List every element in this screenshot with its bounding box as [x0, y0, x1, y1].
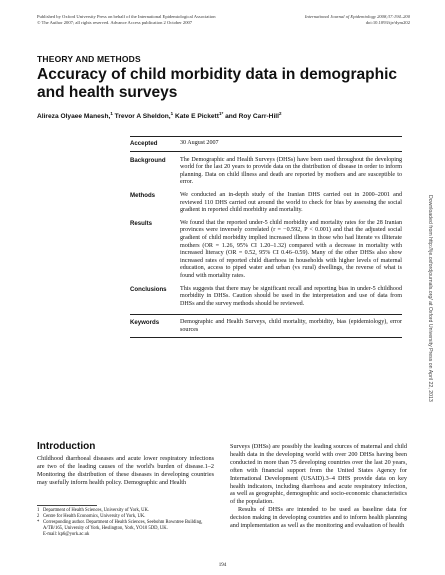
accepted-label: Accepted — [130, 140, 158, 147]
footnote-text: Department of Health Sciences, University of York, UK. — [43, 508, 150, 513]
journal-header-left — [37, 14, 216, 26]
page-number: 194 — [218, 563, 227, 568]
journal-citation: International Journal of Epidemiology 2008;37:194–200 — [304, 14, 410, 19]
intro-paragraph: Childhood diarrhoeal diseases and acute lower respiratory infections are two of the leading causes of the world's burden of disease.1–2 Monitoring the distribution of these diseases in developing countries may usefully inform health policy. Demographic and Health — [37, 454, 214, 486]
abstract-section-text: We found that the reported under-5 child morbidity and mortality rates for the 28 Iranian provinces were inversely correlated (r = −0.592, P < 0.001) and that the adjusted social gradient of child morbidity implied increased illness in those who had literate vs illiterate mothers (OR = 1.26, 95% CI 1.20–1.32) compared with a decrease in mortality with increased literacy (OR = 0.52, 95% CI 0.46–0.59). Many of the other DHSs also show increased rates of reported child diarrhoea in households with higher levels of maternal education, access to piped water and urban (vs rural) dwellings, the reverse of what is found with mortality rates. — [180, 219, 402, 279]
abstract-methods — [130, 192, 402, 215]
copyright-line: © The Author 2007; all rights reserved. Advance Access publication 2 October 2007 — [37, 20, 193, 25]
intro-right-column — [230, 443, 407, 530]
accepted-row — [130, 137, 402, 152]
author-affiliation-mark: 1 — [110, 111, 113, 116]
intro-paragraph: Surveys (DHSs) are possibly the leading sources of maternal and child health data in the developing world with over 200 DHSs having been conducted in more than 75 developing countries over the last 20 years, often with financial support from the United States Agency for International Development (USAID).3–4 DHS provide data on key health indicators, including diarrhoea and acute respiratory infection, as well as geographic, demographic and socio-economic characteristics of the population. — [230, 443, 407, 506]
abstract-results — [130, 220, 402, 281]
corresponding-mark: * — [221, 111, 224, 116]
author-list — [37, 111, 281, 120]
author: Trevor A Sheldon, — [114, 113, 171, 121]
footnotes — [37, 508, 214, 538]
author: and Roy Carr-Hill — [225, 113, 279, 121]
keywords-label: Keywords — [130, 319, 160, 327]
keywords-text: Demographic and Health Surveys, child mortality, morbidity, bias (epidemiology), error sources — [180, 319, 402, 333]
abstract — [130, 136, 402, 338]
footnote-divider — [37, 505, 97, 506]
accepted-date: 30 August 2007 — [180, 140, 219, 146]
section-label: THEORY AND METHODS — [37, 54, 141, 64]
email-link[interactable]: E-mail: kp6@york.ac.uk — [43, 532, 90, 537]
footnote-text: Centre for Health Economics, University of York, UK. — [43, 514, 146, 519]
intro-paragraph: Results of DHSs are intended to be used as baseline data for decision making in developing countries and to inform health planning and implementation as well as the monitoring and evaluation of health — [230, 506, 407, 530]
article-title: Accuracy of child morbidity data in demographic and health surveys — [37, 66, 398, 101]
abstract-section-text: The Demographic and Health Surveys (DHSs) have been used throughout the developing world for the last 20 years to provide data on the distribution of disease in order to inform planning. Data on child illness and death are reported by mothers and are susceptible to error. — [180, 156, 402, 186]
journal-header-right — [305, 14, 410, 26]
abstract-section-label: Methods — [130, 191, 156, 199]
author-affiliation-mark: 1 — [170, 111, 174, 116]
intro-left-column — [37, 443, 214, 487]
footnote-mark: 1 — [37, 508, 40, 513]
keywords-row — [130, 314, 402, 337]
footnote — [37, 532, 214, 538]
publisher-line: Published by Oxford University Press on behalf of the International Epidemiological Association — [37, 14, 216, 19]
author: Kate E Pickett — [174, 113, 219, 121]
author-affiliation-mark: 2 — [278, 111, 282, 116]
author: Alireza Olyaee Manesh, — [37, 113, 111, 121]
abstract-conclusions — [130, 286, 402, 309]
abstract-section-text: This suggests that there may be significant recall and reporting bias in under-5 childhood morbidity in DHSs. Caution should be used in the interpretation and use of data from DHSs and the survey methods should be reviewed. — [180, 285, 402, 307]
author-affiliation-mark: 1 — [218, 111, 222, 116]
abstract-section-label: Background — [130, 156, 166, 164]
abstract-section-text: We conducted an in-depth study of the Iranian DHS carried out in 2000–2001 and reviewed 110 DHS carried out around the world to check for bias by assessing the social gradient in reported child morbidity and mortality. — [180, 191, 402, 214]
footnote — [37, 520, 214, 532]
introduction-heading: Introduction — [37, 441, 96, 452]
footnote-mark: * — [37, 520, 40, 525]
footnote-text: Corresponding author. Department of Health Sciences, Seebohm Rowntree Building, A/TB/165, University of York, Heslington, York, YO10 5DD, UK. — [43, 520, 203, 531]
abstract-section-label: Conclusions — [130, 285, 167, 293]
doi: doi:10.1093/ije/dym202 — [365, 20, 410, 25]
download-watermark: Downloaded from http://ije.oxfordjournals.org/ at Oxford University Press on April 22, 2013 — [427, 195, 433, 402]
abstract-section-label: Results — [130, 219, 153, 227]
footnote-mark: 2 — [37, 514, 40, 519]
abstract-background — [130, 157, 402, 187]
